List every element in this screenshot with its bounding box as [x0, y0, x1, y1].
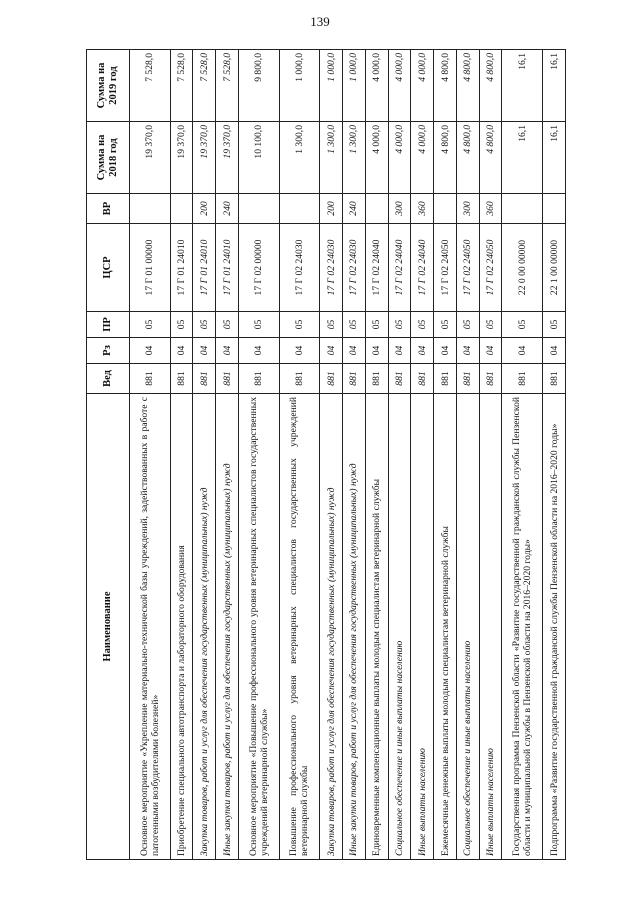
cell-ved: 881	[365, 364, 388, 394]
cell-ved: 881	[502, 364, 543, 394]
cell-vr: 300	[456, 194, 479, 224]
table-row	[279, 50, 320, 860]
table-row	[238, 50, 279, 860]
cell-csr: 17 Г 02 24050	[456, 224, 479, 312]
cell-ved: 881	[411, 364, 434, 394]
cell-vr	[130, 194, 171, 224]
cell-ved: 881	[170, 364, 193, 394]
cell-rz: 04	[130, 338, 171, 364]
cell-rz: 04	[479, 338, 502, 364]
cell-sum-2018: 19 370,0	[193, 122, 216, 194]
cell-ved: 881	[238, 364, 279, 394]
header-pr: ПР	[87, 312, 130, 338]
header-ved: Вед	[87, 364, 130, 394]
cell-sum-2018: 4 800,0	[479, 122, 502, 194]
table-row	[216, 50, 239, 860]
cell-csr: 17 Г 01 00000	[130, 224, 171, 312]
cell-name: Подпрограмма «Развитие государственной гражданской службы Пензенской области на 2016–2020 годы»	[543, 394, 566, 860]
cell-name: Социальное обеспечение и иные выплаты населению	[388, 394, 411, 860]
cell-sum-2019: 7 528,0	[193, 50, 216, 122]
cell-sum-2019: 1 000,0	[279, 50, 320, 122]
cell-rz: 04	[434, 338, 457, 364]
cell-rz: 04	[502, 338, 543, 364]
cell-ved: 881	[479, 364, 502, 394]
cell-sum-2018: 4 000,0	[365, 122, 388, 194]
cell-pr: 05	[130, 312, 171, 338]
cell-csr: 17 Г 02 24040	[411, 224, 434, 312]
cell-sum-2018: 16,1	[543, 122, 566, 194]
header-sum-2019: Сумма на 2019 год	[87, 50, 130, 122]
table-row	[479, 50, 502, 860]
cell-sum-2019: 4 800,0	[434, 50, 457, 122]
table-row	[343, 50, 366, 860]
cell-rz: 04	[543, 338, 566, 364]
cell-csr: 17 Г 01 24010	[170, 224, 193, 312]
cell-pr: 05	[320, 312, 343, 338]
header-sum-2018: Сумма на 2018 год	[87, 122, 130, 194]
table-row	[365, 50, 388, 860]
cell-sum-2018: 19 370,0	[130, 122, 171, 194]
cell-csr: 17 Г 02 00000	[238, 224, 279, 312]
cell-csr: 17 Г 02 24030	[279, 224, 320, 312]
cell-vr: 200	[320, 194, 343, 224]
cell-csr: 17 Г 01 24010	[193, 224, 216, 312]
cell-name: Иные выплаты населению	[411, 394, 434, 860]
cell-ved: 881	[543, 364, 566, 394]
cell-rz: 04	[343, 338, 366, 364]
cell-sum-2019: 4 800,0	[456, 50, 479, 122]
cell-vr	[279, 194, 320, 224]
cell-sum-2019: 7 528,0	[130, 50, 171, 122]
cell-name: Государственная программа Пензенской области «Развитие государственной гражданской службы Пензенской области и муниципальной службы в Пензенской области на 2016–2020 годы»	[502, 394, 543, 860]
cell-rz: 04	[216, 338, 239, 364]
cell-name: Закупка товаров, работ и услуг для обеспечения государственных (муниципальных) нужд	[320, 394, 343, 860]
cell-vr	[238, 194, 279, 224]
table-row	[320, 50, 343, 860]
cell-name: Социальное обеспечение и иные выплаты населению	[456, 394, 479, 860]
cell-rz: 04	[320, 338, 343, 364]
cell-pr: 05	[411, 312, 434, 338]
table-row	[130, 50, 171, 860]
cell-ved: 881	[279, 364, 320, 394]
cell-pr: 05	[456, 312, 479, 338]
cell-pr: 05	[365, 312, 388, 338]
table-row	[193, 50, 216, 860]
cell-vr	[170, 194, 193, 224]
cell-pr: 05	[170, 312, 193, 338]
cell-pr: 05	[238, 312, 279, 338]
cell-rz: 04	[411, 338, 434, 364]
cell-name: Иные закупки товаров, работ и услуг для обеспечения государственных (муниципальных) нужд	[216, 394, 239, 860]
table-row	[434, 50, 457, 860]
cell-csr: 17 Г 01 24010	[216, 224, 239, 312]
cell-rz: 04	[279, 338, 320, 364]
cell-pr: 05	[543, 312, 566, 338]
cell-pr: 05	[343, 312, 366, 338]
cell-sum-2018: 4 000,0	[411, 122, 434, 194]
cell-vr: 360	[479, 194, 502, 224]
table-row	[170, 50, 193, 860]
cell-name: Единовременные компенсационные выплаты молодым специалистам ветеринарной службы	[365, 394, 388, 860]
cell-sum-2019: 4 000,0	[388, 50, 411, 122]
cell-rz: 04	[456, 338, 479, 364]
cell-csr: 17 Г 02 24050	[434, 224, 457, 312]
cell-rz: 04	[193, 338, 216, 364]
cell-csr: 17 Г 02 24030	[320, 224, 343, 312]
cell-name: Иные выплаты населению	[479, 394, 502, 860]
cell-name: Закупка товаров, работ и услуг для обеспечения государственных (муниципальных) нужд	[193, 394, 216, 860]
cell-csr: 17 Г 02 24040	[365, 224, 388, 312]
cell-sum-2019: 1 000,0	[343, 50, 366, 122]
table-row	[388, 50, 411, 860]
cell-sum-2019: 16,1	[502, 50, 543, 122]
cell-pr: 05	[279, 312, 320, 338]
cell-ved: 881	[130, 364, 171, 394]
cell-sum-2018: 19 370,0	[216, 122, 239, 194]
header-vr: ВР	[87, 194, 130, 224]
budget-table	[86, 49, 566, 860]
cell-name: Приобретение специального автотранспорта и лабораторного оборудования	[170, 394, 193, 860]
table-row	[456, 50, 479, 860]
table-row	[411, 50, 434, 860]
cell-pr: 05	[388, 312, 411, 338]
cell-csr: 22 0 00 00000	[502, 224, 543, 312]
cell-rz: 04	[365, 338, 388, 364]
header-name: Наименование	[87, 394, 130, 860]
cell-sum-2018: 1 300,0	[279, 122, 320, 194]
cell-vr: 360	[411, 194, 434, 224]
cell-name: Ежемесячные денежные выплаты молодым специалистам ветеринарной службы	[434, 394, 457, 860]
cell-vr	[502, 194, 543, 224]
cell-ved: 881	[343, 364, 366, 394]
cell-vr: 240	[343, 194, 366, 224]
table-row	[543, 50, 566, 860]
cell-sum-2019: 4 000,0	[411, 50, 434, 122]
table-header-row	[87, 50, 130, 860]
cell-sum-2018: 16,1	[502, 122, 543, 194]
cell-sum-2018: 1 300,0	[320, 122, 343, 194]
cell-rz: 04	[170, 338, 193, 364]
cell-sum-2018: 4 000,0	[388, 122, 411, 194]
page-number: 139	[310, 14, 330, 29]
cell-sum-2018: 4 800,0	[456, 122, 479, 194]
cell-ved: 881	[320, 364, 343, 394]
cell-csr: 17 Г 02 24030	[343, 224, 366, 312]
cell-vr	[543, 194, 566, 224]
cell-csr: 22 1 00 00000	[543, 224, 566, 312]
table-row	[502, 50, 543, 860]
cell-name: Основное мероприятие «Повышение профессионального уровня ветеринарных специалистов государственных учреждений ветеринарной службы»	[238, 394, 279, 860]
cell-ved: 881	[388, 364, 411, 394]
cell-pr: 05	[434, 312, 457, 338]
cell-sum-2019: 4 800,0	[479, 50, 502, 122]
cell-sum-2019: 1 000,0	[320, 50, 343, 122]
cell-pr: 05	[216, 312, 239, 338]
cell-sum-2019: 4 000,0	[365, 50, 388, 122]
cell-sum-2019: 7 528,0	[216, 50, 239, 122]
rotated-table-container	[86, 50, 566, 860]
cell-vr	[434, 194, 457, 224]
cell-name: Повышение профессионального уровня ветеринарных специалистов государственных учреждений ветеринарной службы	[279, 394, 320, 860]
header-csr: ЦСР	[87, 224, 130, 312]
header-rz: Рз	[87, 338, 130, 364]
cell-sum-2019: 9 800,0	[238, 50, 279, 122]
cell-vr: 200	[193, 194, 216, 224]
cell-sum-2018: 10 100,0	[238, 122, 279, 194]
cell-rz: 04	[238, 338, 279, 364]
cell-sum-2019: 7 528,0	[170, 50, 193, 122]
cell-name: Основное мероприятие «Укрепление материально-технической базы учреждений, задействованных в работе с патогенными возбудителями болезней»	[130, 394, 171, 860]
cell-vr: 240	[216, 194, 239, 224]
cell-rz: 04	[388, 338, 411, 364]
cell-csr: 17 Г 02 24040	[388, 224, 411, 312]
cell-vr: 300	[388, 194, 411, 224]
cell-sum-2018: 19 370,0	[170, 122, 193, 194]
cell-pr: 05	[502, 312, 543, 338]
table-body	[130, 50, 566, 860]
cell-sum-2018: 1 300,0	[343, 122, 366, 194]
cell-sum-2019: 16,1	[543, 50, 566, 122]
cell-ved: 881	[434, 364, 457, 394]
cell-csr: 17 Г 02 24050	[479, 224, 502, 312]
cell-vr	[365, 194, 388, 224]
cell-name: Иные закупки товаров, работ и услуг для обеспечения государственных (муниципальных) нужд	[343, 394, 366, 860]
cell-pr: 05	[193, 312, 216, 338]
cell-ved: 881	[193, 364, 216, 394]
cell-pr: 05	[479, 312, 502, 338]
cell-ved: 881	[456, 364, 479, 394]
cell-sum-2018: 4 800,0	[434, 122, 457, 194]
cell-ved: 881	[216, 364, 239, 394]
